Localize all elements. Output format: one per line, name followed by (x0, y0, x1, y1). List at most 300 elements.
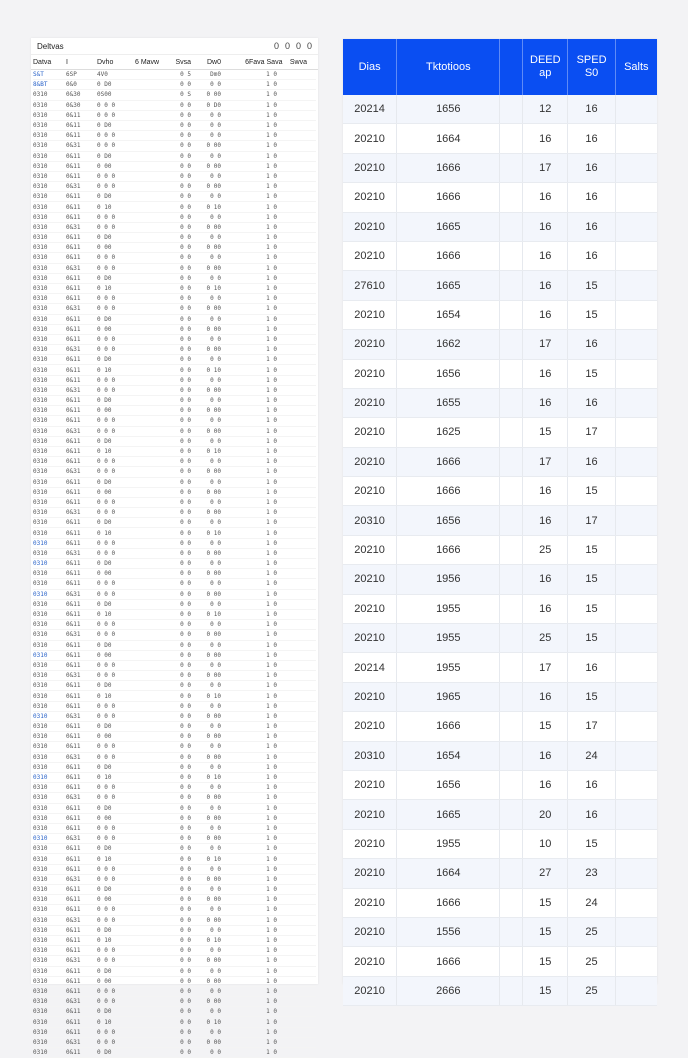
table-cell: 0 0 (180, 621, 191, 629)
table-cell: 0 0 (210, 763, 221, 771)
table-row[interactable] (343, 154, 657, 183)
table-row[interactable] (33, 121, 316, 131)
table-row[interactable] (33, 590, 316, 600)
table-cell: 0&31 (66, 549, 81, 557)
column-header[interactable]: DEED ap (523, 39, 568, 95)
table-row[interactable] (33, 1048, 316, 1058)
table-cell: 0&31 (66, 1038, 81, 1046)
table-cell: 0 00 (97, 570, 112, 578)
table-row[interactable] (33, 722, 316, 732)
table-row[interactable] (33, 274, 316, 284)
table-cell: S&T (33, 71, 44, 79)
column-header[interactable]: Dw0 (206, 58, 221, 66)
table-cell: 1556 (397, 918, 500, 946)
table-row[interactable] (33, 101, 316, 111)
table-row[interactable] (33, 172, 316, 182)
table-cell: 0 0 0 (97, 906, 116, 914)
table-row[interactable] (343, 330, 657, 359)
table-cell: 1 0 (266, 967, 277, 975)
table-cell: 0310 (33, 947, 48, 955)
table-cell: 0 0 (210, 234, 221, 242)
table-cell: 0&31 (66, 183, 81, 191)
table-cell: 16 (568, 183, 615, 211)
table-cell: 1 0 (266, 81, 277, 89)
table-cell: 0&31 (66, 386, 81, 394)
table-row[interactable] (33, 630, 316, 640)
table-cell: 1656 (397, 95, 500, 123)
table-cell: 0 0 (210, 621, 221, 629)
window-control-icon[interactable]: 0 (273, 41, 279, 51)
table-row[interactable] (33, 997, 316, 1007)
table-cell: 0 0 (180, 315, 191, 323)
table-row[interactable] (33, 539, 316, 549)
table-cell: 0 00 (97, 325, 112, 333)
table-cell: 0 0 (180, 845, 191, 853)
table-row[interactable] (33, 141, 316, 151)
table-row[interactable] (33, 559, 316, 569)
table-row[interactable] (343, 389, 657, 418)
table-row[interactable] (33, 528, 316, 538)
table-cell: 27610 (343, 271, 397, 299)
table-row[interactable] (343, 859, 657, 888)
table-row[interactable] (33, 569, 316, 579)
table-cell: 0&11 (66, 570, 81, 578)
table-cell: 1 0 (266, 590, 277, 598)
table-cell: 0310 (33, 937, 48, 945)
table-cell: 0 0 (180, 244, 191, 252)
table-row[interactable] (33, 1017, 316, 1027)
table-row[interactable] (33, 376, 316, 386)
column-header[interactable]: Tktotioos (397, 39, 500, 95)
table-row[interactable] (33, 111, 316, 121)
table-cell: 1 0 (266, 865, 277, 873)
column-header[interactable]: Datva (33, 58, 52, 66)
table-row[interactable] (343, 653, 657, 682)
table-row[interactable] (343, 506, 657, 535)
column-header[interactable]: 6 (245, 58, 249, 66)
table-row[interactable] (33, 284, 316, 294)
table-cell: 0 0 0 (97, 824, 116, 832)
table-cell: 0 D0 (97, 804, 112, 812)
table-row[interactable] (33, 936, 316, 946)
table-cell: 0&11 (66, 733, 81, 741)
table-row[interactable] (343, 977, 657, 1006)
table-row[interactable] (33, 905, 316, 915)
table-row[interactable] (33, 223, 316, 233)
table-row[interactable] (33, 1007, 316, 1017)
column-header[interactable]: SPED S0 (568, 39, 615, 95)
table-cell: 15 (523, 712, 568, 740)
table-cell: 0310 (33, 91, 48, 99)
table-row[interactable] (343, 124, 657, 153)
table-row[interactable] (343, 742, 657, 771)
table-cell: 1 0 (266, 692, 277, 700)
table-cell: 15 (568, 830, 615, 858)
table-row[interactable] (33, 396, 316, 406)
table-cell: 1 0 (266, 926, 277, 934)
table-row[interactable] (343, 830, 657, 859)
table-cell: 17 (568, 712, 615, 740)
table-cell: 0 0 (180, 672, 191, 680)
table-cell: 0&11 (66, 774, 81, 782)
table-cell: 0 10 (97, 774, 112, 782)
table-cell: 0310 (33, 712, 48, 720)
table-cell (500, 418, 523, 446)
table-cell: 0 0 (180, 193, 191, 201)
table-row[interactable] (33, 875, 316, 885)
table-cell: 0 10 (97, 285, 112, 293)
table-cell (500, 977, 523, 1005)
table-row[interactable] (33, 447, 316, 457)
table-cell: 0&31 (66, 998, 81, 1006)
table-row[interactable] (343, 771, 657, 800)
table-cell: 0 0 (180, 519, 191, 527)
window-control-icon[interactable]: 0 (306, 41, 312, 51)
table-cell: 20310 (343, 506, 397, 534)
table-cell: 0&11 (66, 824, 81, 832)
table-row[interactable] (33, 202, 316, 212)
table-row[interactable] (33, 304, 316, 314)
table-cell: 1 0 (266, 1049, 277, 1057)
table-row[interactable] (343, 889, 657, 918)
table-cell: 20310 (343, 742, 397, 770)
table-row[interactable] (33, 294, 316, 304)
table-row[interactable] (343, 918, 657, 947)
table-row[interactable] (33, 427, 316, 437)
table-row[interactable] (33, 1038, 316, 1048)
table-row[interactable] (33, 600, 316, 610)
table-cell: 0&11 (66, 651, 81, 659)
table-cell: 0310 (33, 1038, 48, 1046)
table-cell: 0 0 (180, 498, 191, 506)
table-cell: 20210 (343, 771, 397, 799)
table-row[interactable] (33, 457, 316, 467)
table-row[interactable] (33, 335, 316, 345)
table-row[interactable] (33, 977, 316, 987)
table-cell: 0 0 (210, 437, 221, 445)
table-cell: 16 (523, 389, 568, 417)
table-cell: 0 0 0 (97, 987, 116, 995)
table-row[interactable] (33, 987, 316, 997)
table-cell: 0 10 (206, 366, 221, 374)
table-row[interactable] (33, 967, 316, 977)
table-cell: 0 0 0 (97, 947, 116, 955)
table-cell: 0 00 (206, 590, 221, 598)
table-row[interactable] (33, 620, 316, 630)
table-cell: 0 D0 (97, 845, 112, 853)
table-row[interactable] (33, 844, 316, 854)
table-row[interactable] (33, 946, 316, 956)
table-row[interactable] (33, 90, 316, 100)
table-cell: 0310 (33, 488, 48, 496)
table-cell: 0 0 (180, 458, 191, 466)
table-row[interactable] (33, 416, 316, 426)
table-cell: 0 0 (210, 478, 221, 486)
table-row[interactable] (33, 865, 316, 875)
table-cell: 17 (523, 448, 568, 476)
table-cell: 0&11 (66, 641, 81, 649)
table-row[interactable] (33, 152, 316, 162)
table-row[interactable] (343, 800, 657, 829)
table-cell (616, 889, 657, 917)
table-cell (500, 183, 523, 211)
table-row[interactable] (33, 691, 316, 701)
table-cell: 16 (568, 448, 615, 476)
table-row[interactable] (33, 467, 316, 477)
table-row[interactable] (33, 651, 316, 661)
table-cell: 0 D0 (97, 478, 112, 486)
table-row[interactable] (33, 549, 316, 559)
table-cell: 0&0 (66, 81, 77, 89)
table-cell (616, 183, 657, 211)
table-row[interactable] (33, 518, 316, 528)
table-row[interactable] (33, 488, 316, 498)
window-control-icon[interactable]: 0 (295, 41, 301, 51)
table-cell: 0 0 0 (97, 417, 116, 425)
table-row[interactable] (33, 834, 316, 844)
table-row[interactable] (33, 742, 316, 752)
table-cell: 0310 (33, 886, 48, 894)
table-row[interactable] (33, 926, 316, 936)
table-cell: 0 10 (97, 855, 112, 863)
left-table-body (31, 70, 318, 1058)
table-row[interactable] (343, 183, 657, 212)
table-cell: 17 (523, 653, 568, 681)
table-row[interactable] (33, 80, 316, 90)
table-cell: 1665 (397, 271, 500, 299)
table-row[interactable] (33, 773, 316, 783)
table-cell: 0310 (33, 172, 48, 180)
table-cell: 0 0 (180, 600, 191, 608)
table-cell: 0 0 (180, 1038, 191, 1046)
table-cell: 0 0 0 (97, 702, 116, 710)
table-cell: 0310 (33, 1018, 48, 1026)
table-cell: 0 0 (180, 529, 191, 537)
table-row[interactable] (33, 579, 316, 589)
table-row[interactable] (343, 595, 657, 624)
table-row[interactable] (33, 162, 316, 172)
right-table-body (343, 95, 657, 1006)
table-cell: 1 0 (266, 172, 277, 180)
table-cell: 0 0 (180, 346, 191, 354)
table-row[interactable] (33, 783, 316, 793)
table-row[interactable] (33, 437, 316, 447)
table-cell: 0310 (33, 111, 48, 119)
table-row[interactable] (33, 70, 316, 80)
table-row[interactable] (33, 610, 316, 620)
table-row[interactable] (33, 885, 316, 895)
column-header[interactable]: Svsa (175, 58, 191, 66)
table-row[interactable] (33, 702, 316, 712)
table-row[interactable] (343, 95, 657, 124)
table-cell: 0 0 (210, 906, 221, 914)
table-cell: 0 0 (180, 132, 191, 140)
table-row[interactable] (33, 233, 316, 243)
table-cell: Dm0 (210, 71, 221, 79)
column-header[interactable]: 6 Mavw (135, 58, 160, 66)
table-row[interactable] (33, 253, 316, 263)
table-cell: 1666 (397, 889, 500, 917)
table-cell: 1 0 (266, 274, 277, 282)
table-row[interactable] (33, 793, 316, 803)
table-row[interactable] (33, 661, 316, 671)
table-row[interactable] (343, 301, 657, 330)
table-cell: 0&11 (66, 244, 81, 252)
table-row[interactable] (33, 854, 316, 864)
column-header[interactable]: Salts (624, 60, 649, 73)
table-row[interactable] (33, 641, 316, 651)
table-cell: 0 0 (180, 111, 191, 119)
table-cell: 0&31 (66, 835, 81, 843)
table-row[interactable] (33, 131, 316, 141)
table-cell: 0310 (33, 254, 48, 262)
table-cell: 0310 (33, 723, 48, 731)
table-cell: 0310 (33, 274, 48, 282)
table-row[interactable] (343, 448, 657, 477)
table-row[interactable] (343, 477, 657, 506)
column-header[interactable] (500, 39, 523, 95)
table-cell: 1 0 (266, 794, 277, 802)
table-row[interactable] (33, 264, 316, 274)
table-row[interactable] (33, 192, 316, 202)
table-row[interactable] (33, 498, 316, 508)
table-row[interactable] (33, 1028, 316, 1038)
table-cell: 0310 (33, 835, 48, 843)
table-cell: 1 0 (266, 570, 277, 578)
table-row[interactable] (33, 763, 316, 773)
table-cell: 0310 (33, 570, 48, 578)
table-cell: 0 00 (206, 835, 221, 843)
table-row[interactable] (33, 671, 316, 681)
table-row[interactable] (343, 624, 657, 653)
table-row[interactable] (343, 360, 657, 389)
window-control-icon[interactable]: 0 (284, 41, 290, 51)
table-row[interactable] (33, 916, 316, 926)
table-cell: 0310 (33, 774, 48, 782)
table-cell: 0 0 (210, 824, 221, 832)
table-row[interactable] (343, 242, 657, 271)
left-table-titlebar (31, 38, 318, 55)
table-row[interactable] (33, 345, 316, 355)
table-cell: 1 0 (266, 386, 277, 394)
table-cell: 0&31 (66, 264, 81, 272)
table-cell: 17 (568, 418, 615, 446)
table-row[interactable] (343, 536, 657, 565)
table-row[interactable] (33, 406, 316, 416)
table-cell (616, 124, 657, 152)
table-cell: 0&11 (66, 213, 81, 221)
table-row[interactable] (33, 182, 316, 192)
table-cell (616, 477, 657, 505)
table-cell (616, 418, 657, 446)
table-row[interactable] (33, 732, 316, 742)
table-row[interactable] (33, 508, 316, 518)
table-cell: 0310 (33, 335, 48, 343)
table-cell: 0 00 (206, 753, 221, 761)
table-cell: 0 0 (180, 967, 191, 975)
table-cell (500, 800, 523, 828)
table-cell: 0&11 (66, 254, 81, 262)
table-cell: 1 0 (266, 774, 277, 782)
table-cell: 1 0 (266, 91, 277, 99)
table-row[interactable] (343, 712, 657, 741)
table-row[interactable] (33, 315, 316, 325)
table-cell: 0 0 (180, 488, 191, 496)
table-cell: 0 0 (180, 122, 191, 130)
table-cell: 0 0 (180, 814, 191, 822)
column-header[interactable]: I (66, 58, 68, 66)
table-cell: 0310 (33, 285, 48, 293)
table-cell: 0310 (33, 376, 48, 384)
table-cell (616, 771, 657, 799)
table-row[interactable] (33, 213, 316, 223)
column-header[interactable]: Dias (343, 39, 397, 95)
table-row[interactable] (33, 365, 316, 375)
table-cell: 0310 (33, 193, 48, 201)
table-row[interactable] (33, 753, 316, 763)
table-row[interactable] (343, 418, 657, 447)
table-row[interactable] (33, 325, 316, 335)
table-row[interactable] (343, 213, 657, 242)
table-cell: 0 0 0 (97, 865, 116, 873)
table-row[interactable] (33, 824, 316, 834)
column-header[interactable]: Dvho (97, 58, 114, 66)
table-cell (500, 154, 523, 182)
table-cell: 23 (568, 859, 615, 887)
table-cell (616, 330, 657, 358)
table-row[interactable] (343, 565, 657, 594)
table-cell: 0 0 0 (97, 998, 116, 1006)
table-cell: 20210 (343, 477, 397, 505)
table-row[interactable] (33, 712, 316, 722)
table-row[interactable] (33, 814, 316, 824)
table-cell: 0 0 (210, 1049, 221, 1057)
table-row[interactable] (33, 681, 316, 691)
table-cell: 1 0 (266, 814, 277, 822)
table-row[interactable] (33, 386, 316, 396)
table-row[interactable] (33, 956, 316, 966)
table-cell: 16 (523, 771, 568, 799)
table-row[interactable] (343, 271, 657, 300)
table-row[interactable] (33, 243, 316, 253)
table-row[interactable] (33, 478, 316, 488)
table-row[interactable] (33, 804, 316, 814)
table-cell: 16 (523, 506, 568, 534)
table-cell: 1656 (397, 771, 500, 799)
table-cell: 0 00 (97, 896, 112, 904)
column-header[interactable]: Swva (289, 58, 307, 66)
table-cell: 0 0 (180, 611, 191, 619)
table-row[interactable] (33, 895, 316, 905)
table-cell: 0310 (33, 733, 48, 741)
table-row[interactable] (33, 355, 316, 365)
table-row[interactable] (343, 947, 657, 976)
table-cell: 15 (523, 947, 568, 975)
table-cell: 0 0 0 (97, 305, 116, 313)
table-cell: 12 (523, 95, 568, 123)
table-cell: 0&11 (66, 376, 81, 384)
table-cell: 0&11 (66, 804, 81, 812)
table-cell: 1 0 (266, 804, 277, 812)
table-cell: 0 0 0 (97, 509, 116, 517)
table-cell: 0310 (33, 529, 48, 537)
table-cell: 0 0 0 (97, 468, 116, 476)
table-cell: 1 0 (266, 397, 277, 405)
table-row[interactable] (343, 683, 657, 712)
table-cell: 1666 (397, 947, 500, 975)
table-cell: 0&11 (66, 234, 81, 242)
column-header[interactable]: Fava Sava (249, 58, 283, 66)
